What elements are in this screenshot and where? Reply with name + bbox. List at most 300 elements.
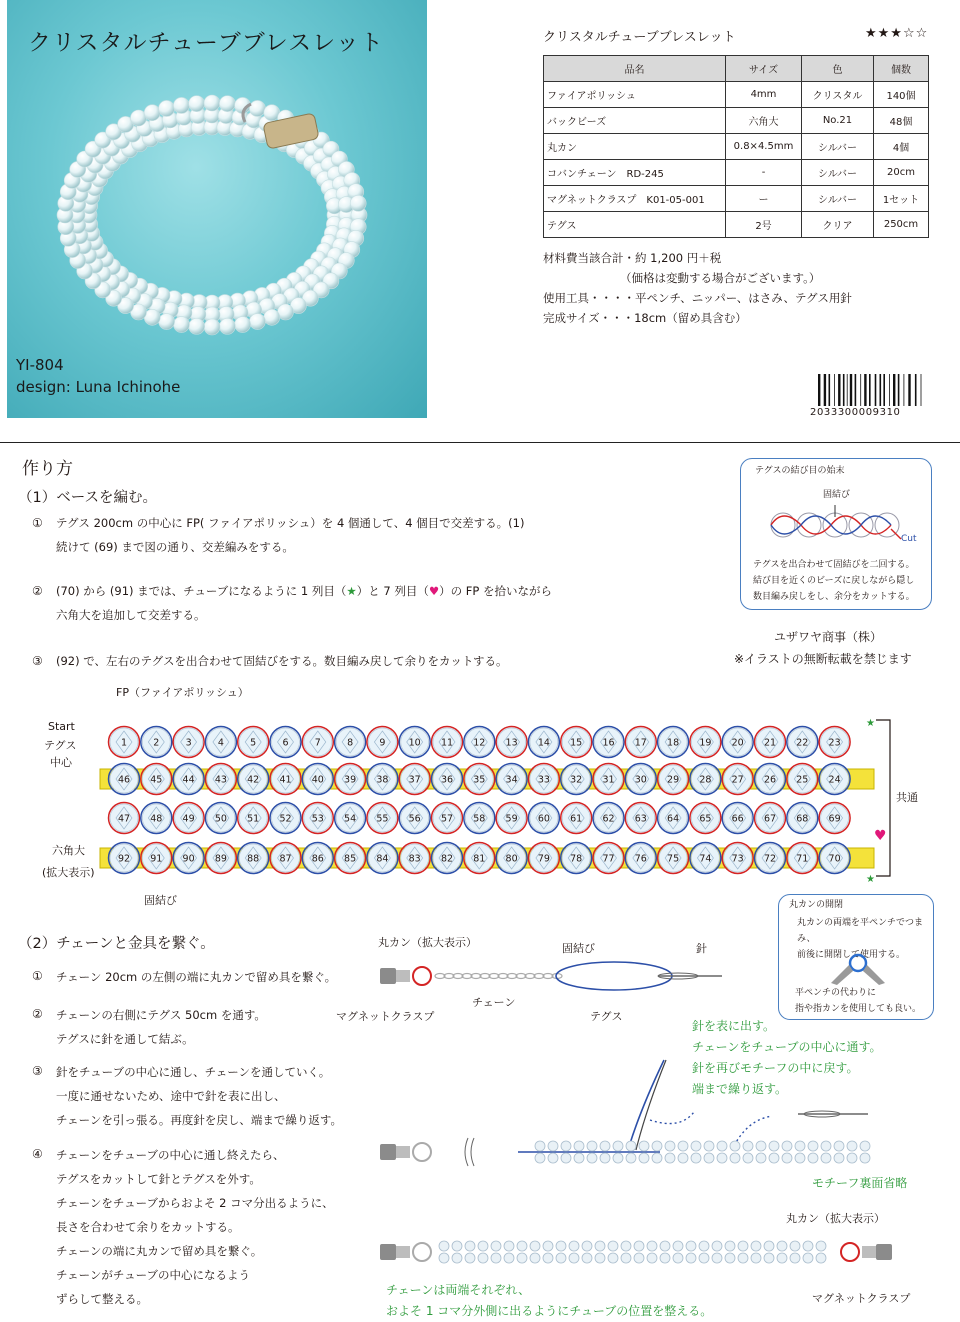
bead-number: 92 [117,853,131,865]
bead-number: 74 [699,853,712,865]
fp-bead [141,727,172,758]
final-bead [660,1241,670,1251]
fp-bead [270,764,301,795]
bead-number: 7 [314,737,321,749]
copyright-notice: ※イラストの無断転載を禁じます [734,652,912,666]
fp-bead [205,727,236,758]
final-bead [816,1253,826,1263]
fp-bead [658,727,689,758]
fp-bead [528,764,559,795]
tube-bead [834,1141,844,1151]
step-line: 六角大を追加して交差する。 [56,608,206,622]
final-bead [634,1241,644,1251]
tube-bead [860,1153,870,1163]
table-row [544,212,929,238]
fp-bead [496,764,527,795]
step-number: ② [32,1007,43,1021]
fp-bead [399,803,430,834]
table-row [544,186,929,212]
bracelet-bead [350,195,366,211]
fp-bead [464,727,495,758]
green-line: チェーンは両端それぞれ、 [386,1283,531,1297]
tube-bead [756,1141,766,1151]
common-label: 共通 [896,791,918,804]
step-number: ③ [32,654,43,668]
bead-number: 79 [537,853,550,865]
tube-bead [717,1141,727,1151]
fp-bead [658,764,689,795]
tube-bead [535,1153,545,1163]
bead-number: 14 [537,737,550,749]
step-line [56,579,552,603]
tube-bead [808,1153,818,1163]
step-number: ① [32,969,43,983]
bead-number: 56 [408,813,421,825]
final-bead [738,1253,748,1263]
barcode-bar [829,374,831,406]
table-cell: 140個 [874,82,929,108]
final-bead [725,1241,735,1251]
ring-note-box [778,894,934,1020]
bead-number: 26 [763,774,777,786]
table-cell: 1セット [874,186,929,212]
barcode-bar [847,374,848,406]
bracelet-bead [189,318,205,334]
bracelet-bead [173,97,189,113]
knot-label: 固結び [823,490,851,500]
bracelet-bead [159,100,175,116]
final-bead [712,1241,722,1251]
table-cell: 4mm [726,82,802,108]
bead-number: 10 [408,737,421,749]
tube-bead [548,1153,558,1163]
fp-bead [432,727,463,758]
final-bead [725,1253,735,1263]
heart-icon: ♥ [874,828,887,844]
fp-bead [528,727,559,758]
fp-bead [141,843,172,874]
bracelet-bead [235,317,251,333]
final-bead [621,1241,631,1251]
tube-bead [626,1153,636,1163]
star-icon: ★ [866,874,875,885]
fp-bead [625,764,656,795]
final-bead [751,1241,761,1251]
final-bead [647,1241,657,1251]
table-cell: シルバー [802,186,874,212]
step-line: チェーンをチューブからおよそ 2 コマ分出るように、 [56,1196,334,1210]
table-header-row [544,56,929,82]
bead-number: 49 [182,813,195,825]
start-label: Start [48,720,75,733]
fp-bead [173,764,204,795]
fp-bead [141,803,172,834]
fp-bead [819,727,850,758]
barcode-bar [834,374,835,406]
knot-note-box [740,458,932,610]
fp-bead [690,727,721,758]
fp-bead [561,803,592,834]
bead-number: 16 [602,737,615,749]
tube-bead [743,1141,753,1151]
bead-number: 48 [150,813,163,825]
tube-bead [600,1153,610,1163]
fp-bead [561,764,592,795]
fp-bead [755,843,786,874]
bracelet-bead [249,100,265,116]
table-cell: 4個 [874,134,929,160]
materials-table [543,55,929,238]
step-line: テグス 200cm の中心に FP( ファイアポリッシュ）を 4 個通して、4 個目で交差する。(1) [56,516,525,530]
fp-bead [270,727,301,758]
final-bead [569,1241,579,1251]
bead-number: 11 [440,737,454,749]
bead-number: 24 [828,774,841,786]
final-bead [790,1241,800,1251]
green-line: 端まで繰り返す。 [692,1082,788,1096]
column-header: 色 [802,56,874,82]
final-bead [452,1241,462,1251]
fp-bead [625,803,656,834]
final-bead [777,1241,787,1251]
bead-number: 67 [763,813,777,825]
bead-number: 61 [570,813,583,825]
final-bead [582,1253,592,1263]
fp-bead [464,764,495,795]
bead-number: 52 [279,813,292,825]
product-code: YI-804 [16,356,64,374]
table-cell: ー [726,186,802,212]
note-line: 結び目を近くのビーズに戻しながら隠し [753,576,915,586]
bead-number: 29 [667,774,680,786]
designer: design: Luna Ichinohe [16,378,181,396]
step-line: 続けて (69) まで図の通り、交差編みをする。 [56,540,294,554]
fp-bead [593,843,624,874]
bead-number: 6 [282,737,289,749]
size-text: 完成サイズ・・・18cm（留め具含む） [543,311,747,325]
bead-number: 73 [731,853,744,865]
bead-number: 13 [505,737,518,749]
bead-number: 59 [505,813,518,825]
final-bead [686,1253,696,1263]
bead-number: 15 [570,737,583,749]
tube-bead [587,1141,597,1151]
tube-bead [587,1153,597,1163]
final-bead [504,1253,514,1263]
note-line: 指や指カンを使用しても良い。 [795,1004,922,1014]
tube-bead [678,1141,688,1151]
bead-number: 70 [828,853,841,865]
final-bead [608,1253,618,1263]
bead-number: 89 [214,853,227,865]
final-bead [465,1241,475,1251]
barcode-bar [864,374,866,406]
chain-knot-label: 固結び [562,942,595,955]
photo-title: クリスタルチューブブレスレット [28,30,384,56]
step-line: 一度に通せないため、途中で針を表に出し、 [56,1089,286,1103]
tube-bead [847,1153,857,1163]
fp-bead [205,803,236,834]
fp-bead [658,843,689,874]
fp-bead [335,727,366,758]
difficulty-stars: ★★★☆☆ [865,26,929,41]
tube-bead [626,1141,636,1151]
bead-number: 30 [634,774,647,786]
section2-step-text [56,965,336,989]
fp-bead [690,803,721,834]
fp-bead [173,843,204,874]
table-cell: 六角大 [726,108,802,134]
fp-bead [109,764,140,795]
star-icon: ★ [346,584,357,598]
bead-number: 39 [344,774,357,786]
fp-bead [302,843,333,874]
tegusu-label: テグス [44,739,77,752]
fp-bead [238,727,269,758]
fp-bead [625,727,656,758]
fp-bead [593,727,624,758]
bead-number: 53 [311,813,324,825]
bead-number: 77 [602,853,615,865]
table-cell: バックビーズ [544,108,726,134]
fp-bead [109,843,140,874]
fp-bead [464,803,495,834]
bracelet-bead [204,95,220,111]
fp-bead [787,843,818,874]
final-bead [738,1241,748,1251]
fp-bead [173,727,204,758]
tube-bead [730,1153,740,1163]
tube-bead [730,1141,740,1151]
bracelet-bead [219,96,235,112]
fp-bead [205,843,236,874]
table-cell: No.21 [802,108,874,134]
final-green-note [386,1280,712,1322]
tube-bead [548,1141,558,1151]
bead-number: 35 [473,774,486,786]
step-line-part: ）と 7 列目（ [356,584,429,598]
final-bead [647,1253,657,1263]
table-cell: ファイアポリッシュ [544,82,726,108]
bead-number: 3 [185,737,192,749]
fp-bead [755,764,786,795]
fp-bead [270,843,301,874]
final-bead [517,1253,527,1263]
fp-bead [270,803,301,834]
bead-number: 71 [796,853,809,865]
fp-bead [367,727,398,758]
fp-bead [787,803,818,834]
fp-bead [755,727,786,758]
note-line: 平ペンチの代わりに [795,988,877,998]
green-line: 針を表に出す。 [692,1019,776,1033]
bead-number: 58 [473,813,486,825]
bracelet-illustration [7,0,427,418]
tube-bead [743,1153,753,1163]
bead-number: 50 [214,813,227,825]
final-bead [803,1253,813,1263]
barcode-bar [843,374,845,406]
bead-number: 88 [247,853,260,865]
fp-bead [722,843,753,874]
knot-note-text [753,557,915,605]
tube-bead [795,1141,805,1151]
tube-bead [704,1141,714,1151]
final-bead [556,1253,566,1263]
fp-bead [302,764,333,795]
barcode-bar [875,374,877,406]
fp-bead [367,803,398,834]
barcode-bar [893,374,895,406]
final-bead [491,1241,501,1251]
bracelet-bead [144,105,160,121]
tube-bead [847,1141,857,1151]
bead-number: 20 [731,737,744,749]
company-name: ユザワヤ商事（株） [774,630,883,644]
final-bead [543,1253,553,1263]
bracelet-bead [219,318,235,334]
product-title: クリスタルチューブブレスレット [543,30,736,45]
tube-bead [821,1141,831,1151]
fp-bead [335,764,366,795]
barcode-bar [869,374,871,406]
tegusu-label-2: テグス [590,1010,623,1023]
fp-bead [432,764,463,795]
final-bead [478,1241,488,1251]
bead-number: 85 [344,853,357,865]
bead-number: 37 [408,774,421,786]
section2-step-text [56,1060,342,1132]
bracelet-bead [249,314,265,330]
fp-bead [399,843,430,874]
fp-bead [690,843,721,874]
cut-label: Cut [901,534,917,544]
tube-bead [769,1141,779,1151]
fp-bead [787,764,818,795]
ring-note-text-2 [795,985,921,1017]
bead-number: 90 [182,853,195,865]
tube-bead [639,1153,649,1163]
step-line: チェーンを引っ張る。再度針を戻し、端まで繰り返す。 [56,1113,343,1127]
step-line: チェーンがチューブの中心になるよう [56,1268,251,1282]
tube-bead [639,1141,649,1151]
final-bead [764,1241,774,1251]
bracelet-bead [264,309,280,325]
barcode-bar [850,374,852,406]
bead-number: 78 [570,853,583,865]
tube-bead [821,1153,831,1163]
chain-label: チェーン [472,996,516,1009]
fp-bead [819,843,850,874]
tube-bead [782,1141,792,1151]
step-3-text [56,649,508,673]
tools-text: 使用工具・・・・平ペンチ、ニッパー、はさみ、テグス用針 [543,291,852,305]
chain-diagram [378,954,728,1004]
bead-number: 68 [796,813,809,825]
bead-number: 60 [537,813,550,825]
table-row [544,82,929,108]
step-line: 針をチューブの中心に通し、チェーンを通していく。 [56,1065,331,1079]
bracelet-bead [173,317,189,333]
table-cell: 2号 [726,212,802,238]
bead-number: 91 [150,853,163,865]
bead-number: 81 [473,853,486,865]
fp-bead [496,803,527,834]
tube-bead [756,1153,766,1163]
bracelet-bead [204,319,220,335]
step-line: チェーンの右側にテグス 50cm を通す。 [56,1008,266,1022]
bead-number: 2 [153,737,160,749]
clasp-label: マグネットクラスプ [336,1010,435,1023]
fp-bead [593,764,624,795]
table-cell: シルバー [802,160,874,186]
knot-note-title: テグスの結び目の始末 [755,466,845,476]
fp-bead [496,843,527,874]
section2-heading: （2）チェーンと金具を繋ぐ。 [18,936,215,952]
table-cell: 丸カン [544,134,726,160]
bead-number: 17 [634,737,647,749]
tube-bead [704,1153,714,1163]
fp-bead [109,803,140,834]
bead-number: 5 [250,737,257,749]
final-bead [439,1241,449,1251]
fp-bead [690,764,721,795]
final-bead [699,1253,709,1263]
final-bead [764,1253,774,1263]
bead-number: 80 [505,853,518,865]
fp-bead [109,727,140,758]
final-bead [673,1253,683,1263]
tube-bead [795,1153,805,1163]
step-line: チェーンをチューブの中心に通し終えたら、 [56,1148,285,1162]
tube-bead [808,1141,818,1151]
fp-bead [399,727,430,758]
bead-number: 44 [182,774,195,786]
bead-number: 76 [634,853,647,865]
final-bead [556,1241,566,1251]
bead-number: 41 [279,774,292,786]
barcode-bar [880,374,882,406]
tube-bead [782,1153,792,1163]
knot-label-diagram: 固結び [144,894,177,907]
final-bead [452,1253,462,1263]
final-bead [816,1241,826,1251]
section2-step-text [56,1143,334,1311]
final-diagram [378,1230,918,1270]
tube-bead [561,1153,571,1163]
final-bead [686,1241,696,1251]
fp-bead [528,803,559,834]
bead-number: 69 [828,813,841,825]
fp-bead [238,843,269,874]
column-header: サイズ [726,56,802,82]
bead-number: 40 [311,774,324,786]
tube-bead [769,1153,779,1163]
tube-bead [613,1141,623,1151]
fp-bead [528,843,559,874]
step-number: ④ [32,1147,43,1161]
fp-bead [561,843,592,874]
fp-bead [335,843,366,874]
green-line: 針を再びモチーフの中に戻す。 [692,1061,859,1075]
fp-bead [367,764,398,795]
bead-number: 28 [699,774,712,786]
bead-number: 54 [344,813,357,825]
fp-bead [173,803,204,834]
table-cell: テグス [544,212,726,238]
fp-bead [302,803,333,834]
fp-bead [755,803,786,834]
